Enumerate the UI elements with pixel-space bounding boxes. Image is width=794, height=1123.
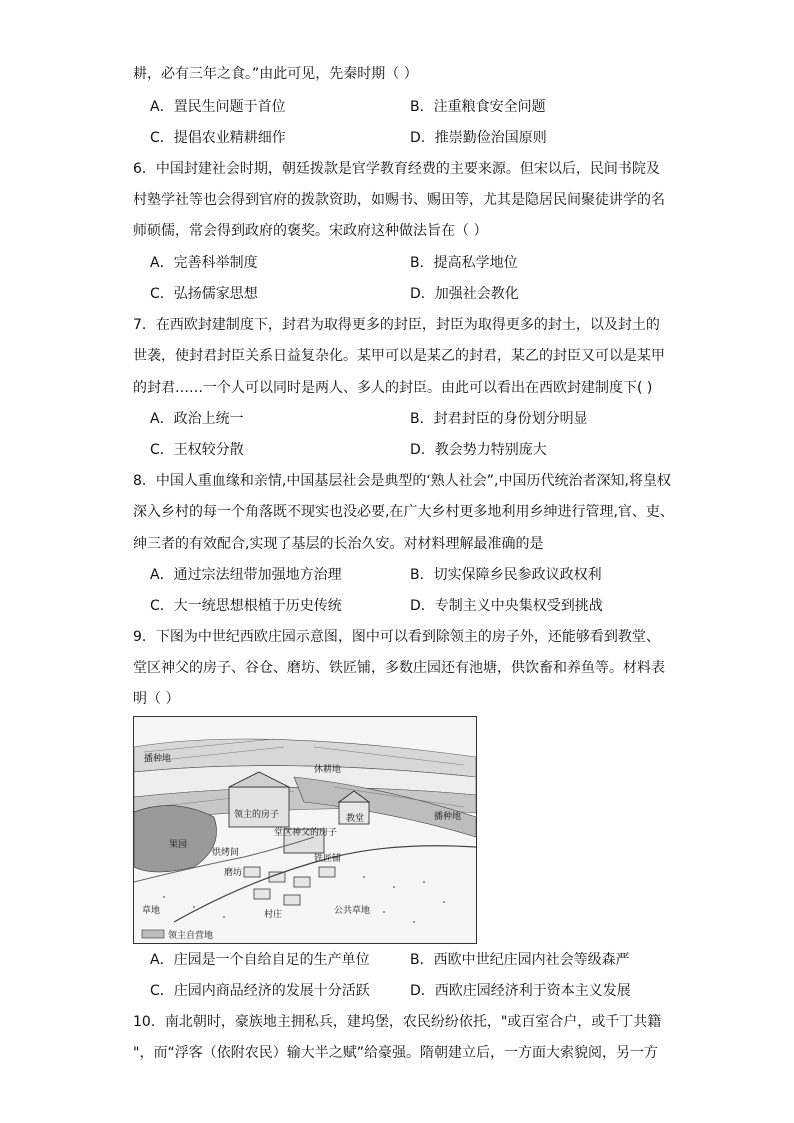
label-meadow: 草地 bbox=[142, 906, 161, 916]
q7-stem-line-1: 7．在西欧封建制度下，封君为取得更多的封臣，封臣为取得更多的封土，以及封土的 bbox=[133, 317, 660, 333]
q10-stem-line-2: "，而“浮客（依附农民）输大半之赋”给豪强。隋朝建立后，一方面大索貌阅，另一方 bbox=[133, 1045, 658, 1061]
q6-stem-line-3: 师硕儒，常会得到政府的褒奖。宋政府这种做法旨在（ ） bbox=[133, 223, 488, 239]
q8-option-d[interactable]: D．专制主义中央集权受到挑战 bbox=[410, 598, 603, 614]
label-smithy: 铁匠铺 bbox=[314, 854, 342, 864]
label-lord-house: 领主的房子 bbox=[234, 810, 280, 820]
label-sowing-field-2: 播种地 bbox=[434, 812, 462, 822]
q5-option-b[interactable]: B．注重粮食安全问题 bbox=[410, 99, 546, 115]
q9-option-d[interactable]: D．西欧庄园经济利于资本主义发展 bbox=[410, 983, 631, 999]
q8-option-a[interactable]: A．通过宗法纽带加强地方治理 bbox=[150, 567, 342, 583]
q9-option-c[interactable]: C．庄园内商品经济的发展十分活跃 bbox=[150, 983, 370, 999]
q6-option-c[interactable]: C．弘扬儒家思想 bbox=[150, 286, 258, 302]
q8-option-b[interactable]: B．切实保障乡民参政议政权利 bbox=[410, 567, 602, 583]
q8-stem-line-3: 绅三者的有效配合,实现了基层的长治久安。对材料理解最准确的是 bbox=[133, 536, 544, 552]
label-sowing-field-1: 播种地 bbox=[144, 754, 172, 764]
q9-stem-line-3: 明（ ） bbox=[133, 691, 180, 707]
label-fallow-field: 休耕地 bbox=[314, 765, 342, 775]
label-orchard: 果园 bbox=[169, 840, 188, 850]
q9-option-b[interactable]: B．西欧中世纪庄园内社会等级森严 bbox=[410, 952, 630, 968]
label-legend-demesne: 领主自营地 bbox=[168, 931, 214, 941]
q8-stem-line-2: 深入乡村的每一个角落既不现实也没必要,在广大乡村更多地利用乡绅进行管理,官、吏、 bbox=[133, 504, 674, 520]
q10-stem-line-1: 10．南北朝时，豪族地主拥私兵，建坞堡，农民纷纷依托，"或百室合户，或千丁共籍 bbox=[133, 1014, 662, 1030]
q7-option-b[interactable]: B．封君封臣的身份划分明显 bbox=[410, 411, 588, 427]
label-church: 教堂 bbox=[346, 814, 365, 824]
label-village: 村庄 bbox=[264, 910, 283, 920]
q7-stem-line-3: 的封君……一个人可以同时是两人、多人的封臣。由此可以看出在西欧封建制度下( ) bbox=[133, 380, 653, 396]
label-mill: 磨坊 bbox=[224, 868, 243, 878]
q5-stem-line: 耕，必有三年之食。”由此可见，先秦时期（ ） bbox=[133, 66, 418, 82]
q7-stem-line-2: 世袭，使封君封臣关系日益复杂化。某甲可以是某乙的封君，某乙的封臣又可以是某甲 bbox=[133, 348, 665, 364]
q8-option-c[interactable]: C．大一统思想根植于历史传统 bbox=[150, 598, 342, 614]
q6-stem-line-1: 6．中国封建社会时期，朝廷拨款是官学教育经费的主要来源。但宋以后，民间书院及 bbox=[133, 161, 660, 177]
q9-stem-line-2: 堂区神父的房子、谷仓、磨坊、铁匠铺，多数庄园还有池塘，供饮畜和养鱼等。材料表 bbox=[133, 660, 665, 676]
q9-option-a[interactable]: A．庄园是一个自给自足的生产单位 bbox=[150, 952, 370, 968]
q5-option-c[interactable]: C．提倡农业精耕细作 bbox=[150, 130, 286, 146]
q6-option-b[interactable]: B．提高私学地位 bbox=[410, 255, 518, 271]
q6-stem-line-2: 村塾学社等也会得到官府的拨款资助，如赐书、赐田等，尤其是隐居民间聚徒讲学的名 bbox=[133, 192, 665, 208]
q5-option-d[interactable]: D．推崇勤俭治国原则 bbox=[410, 130, 547, 146]
q8-stem-line-1: 8．中国人重血缘和亲情,中国基层社会是典型的‘熟人社会”,中国历代统治者深知,将皇权 bbox=[133, 473, 671, 489]
q7-option-d[interactable]: D．教会势力特别庞大 bbox=[410, 442, 547, 458]
q6-option-d[interactable]: D．加强社会教化 bbox=[410, 286, 519, 302]
manor-illustration bbox=[134, 717, 476, 943]
q6-option-a[interactable]: A．完善科举制度 bbox=[150, 255, 258, 271]
q7-option-c[interactable]: C．王权较分散 bbox=[150, 442, 244, 458]
label-bakery: 烘烤间 bbox=[212, 848, 240, 858]
q7-option-a[interactable]: A．政治上统一 bbox=[150, 411, 244, 427]
label-common-meadow: 公共草地 bbox=[334, 906, 371, 916]
label-priest-house: 堂区神父的房子 bbox=[274, 828, 338, 838]
q5-option-a[interactable]: A．置民生问题于首位 bbox=[150, 99, 286, 115]
manor-diagram bbox=[133, 716, 477, 944]
q9-stem-line-1: 9．下图为中世纪西欧庄园示意图，图中可以看到除领主的房子外，还能够看到教堂、 bbox=[133, 629, 660, 645]
